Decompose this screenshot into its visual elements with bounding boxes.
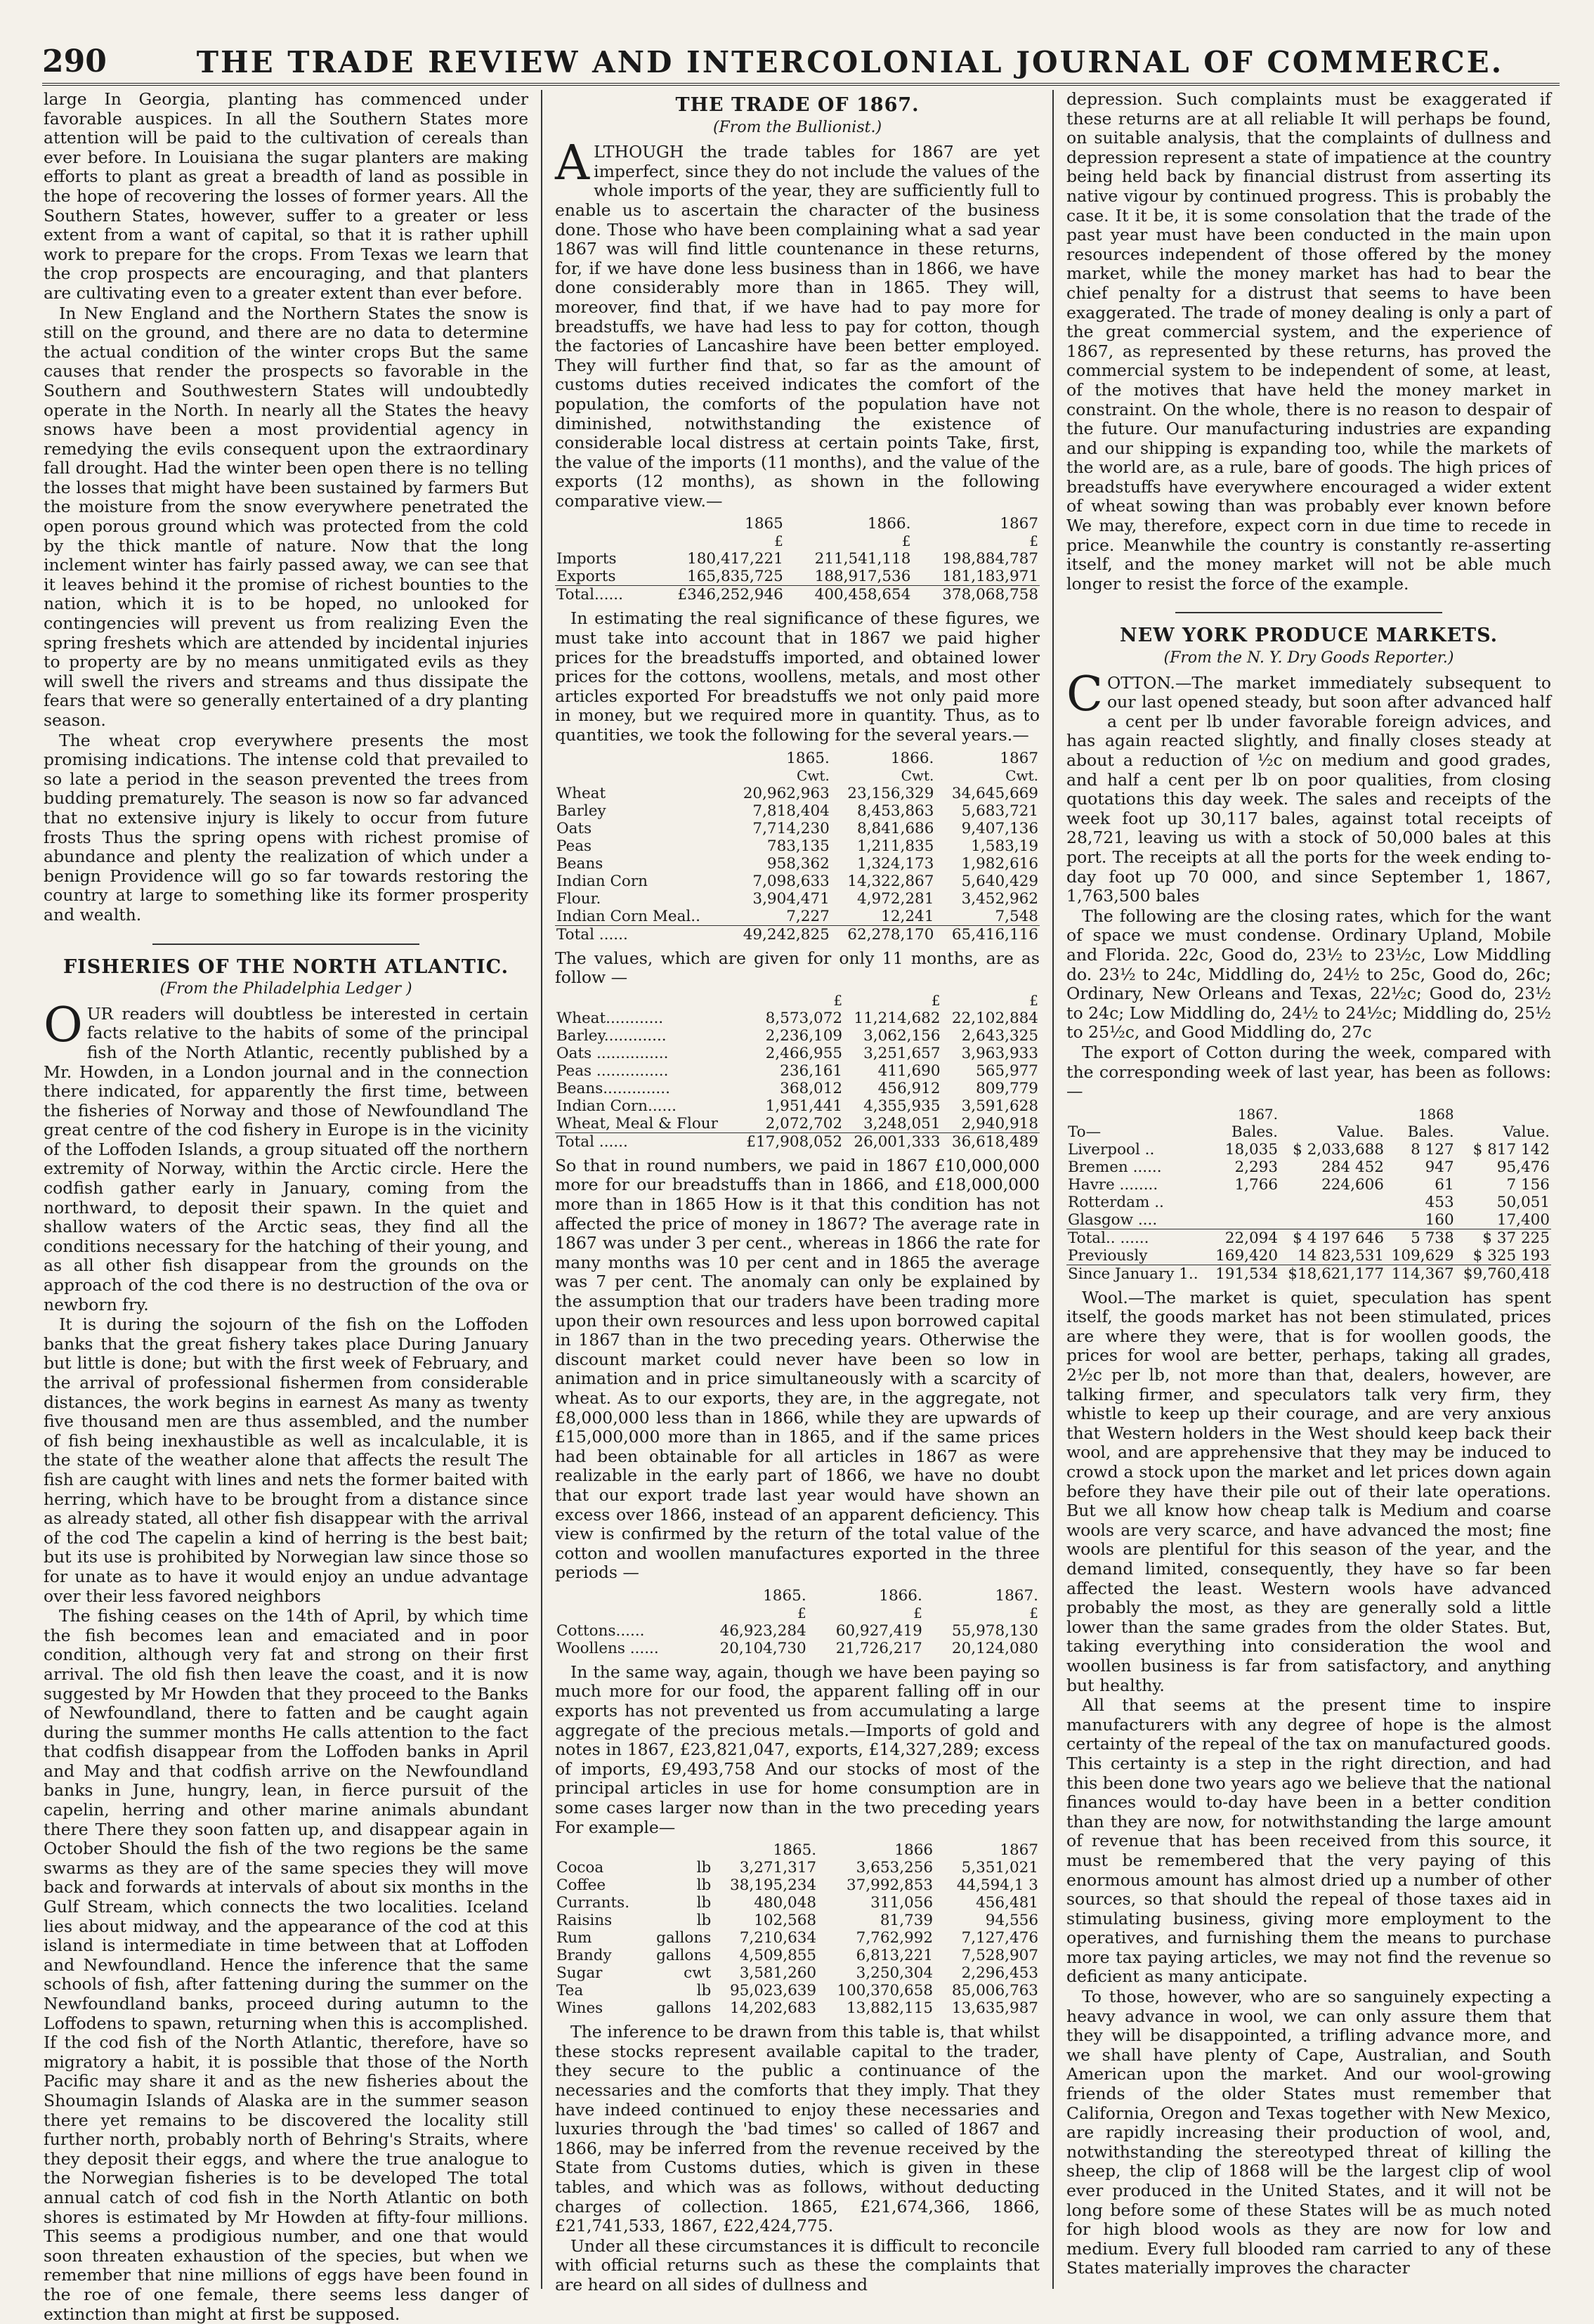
breadstuffs-quantity-table: 1865. 1866. 1867 Cwt. Cwt. Cwt. Wheat 20,962,963 23,156,329 34,645,669 Barley 7,818,404 8,453,863 5,683,721 Oats 7,714,230 8,841,686 9,407,136 Peas 783,135 1,211,835 1,583,19 Beans 958,362 1,324,173 1,982,616 Indian Corn 7,098,633 14,322,867 5,640,429 Flour. 3,904,471 4,972,281 3,452,962 Indian Corn Meal.. 7,227 12,241 7,548 Total ...... 49,242,825 62,278,170 65,416,116 — [556, 749, 1038, 944]
article-paragraph: The values, which are given for only 11 months, are as follow — — [555, 948, 1040, 988]
article-paragraph: Under all these circumstances it is difficult to reconcile with official returns such as these the complaints that are heard on all sides of dullness and — [555, 2235, 1040, 2294]
section-source: (From the Philadelphia Ledger ) — [159, 980, 412, 998]
stocks-table: 1865. 1866 1867 Cocoa lb 3,271,317 3,653,256 5,351,021 Coffee lb 38,195,234 37,992,853 44,594,1 3 Currants. lb 480,048 311,056 456,481 Raisins lb 102,568 81,739 94,556 Rum gallons 7,210,634 7,762,992 7,127,476 Brandy gallons 4,509,855 6,813,221 7,528,907 Sugar cwt 3,581,260 3,250,304 2,296,453 Tea lb 95,023,639 100,370,658 85,006,763 Wines gallons 14,202,683 13,882,115 13,635,987 — [556, 1841, 1038, 2018]
table-row: Oats ............... 2,466,955 3,251,657 3,963,933 — [556, 1044, 1038, 1062]
article-paragraph: In New England and the Northern States the snow is still on the ground, and there are no data to determine the actual condition of the winter crops But the same causes that render the prospects so favorable in the Southern and Southwestern States will undoubtedly operate in the North. In nearly all the States the heavy snows have been a most providential agency in remedying the evils consequent upon the extraordinary fall drought. Had the winter been open there is no telling the losses that might have been sustained by farmers But the moisture from the snow everywhere penetrated the open porous ground which was protected from the cold by the thick mantle of nature. Now that the long inclement winter has fairly passed away, we can see that it leaves behind it the promise of richest bounties to the nation, which it is to be hoped, no unlooked for contingencies will prevent us from realizing Even the spring freshets which are attended by incidental injuries to property are by no means unmitigated evils as they will swell the rivers and streams and thus dissipate the fears that were so generally entertained of a dry planting season. — [44, 303, 528, 730]
table-row: Rum gallons 7,210,634 7,762,992 7,127,476 — [556, 1929, 1038, 1947]
column-divider — [1052, 90, 1054, 2289]
table-row: Indian Corn...... 1,951,441 4,355,935 3,591,628 — [556, 1097, 1038, 1115]
section-rule — [1175, 612, 1442, 613]
section-source: (From the Bullionist.) — [712, 118, 882, 136]
table-row: Flour. 3,904,471 4,972,281 3,452,962 — [556, 889, 1038, 908]
article-paragraph: depression. Such complaints must be exaggerated if these returns are at all reliable It will perhaps be found, on suitable analysis, that the complaints of dullness and depression represent a state of impatience at the country being held back by financial distrust from asserting its native vigour by continued progress. This is probably the case. It it be, it is some consolation that the trade of the past year must have been conducted in the main upon resources independent of those offered by the money market, while the money market has had to bear the chief penalty for a distrust that seems to have been exaggerated. The trade of money dealing is only a part of the great commercial system, and the experience of 1867, as represented by these returns, has proved the commercial system to be independent of some, at least, of the motives that have held the money market in constraint. On the whole, there is no reason to despair of the future. Our manufacturing industries are expanding and our shipping is expanding too, while the markets of the world are, as a rule, bare of goods. The high prices of breadstuffs have everywhere encouraged a wider extent of wheat sowing than was probably ever known before We may, therefore, expect corn in due time to recede in price. Meanwhile the country is constantly re-asserting itself, and the money market will not be able much longer to resist the force of the example. — [1066, 89, 1551, 594]
cottons-woollens-table: 1865. 1866. 1867. £ £ £ Cottons...... 46,923,284 60,927,419 55,978,130 Woollens ...... 20,104,730 21,726,217 20,124,080 — [556, 1586, 1038, 1657]
column-divider — [541, 90, 542, 2289]
article-paragraph: The inference to be drawn from this table is, that whilst these stocks represent available capital to the trader, they secure to the public a continuance of the necessaries and the comforts that they imply. That they have indeed continued to enjoy these necessaries and luxuries through the 'bad times' so called of 1867 and 1866, may be inferred from the revenue received by the State from Customs duties, which is given in these tables, and which was as follows, without deducting charges of collection. 1865, £21,674,366, 1866, £21,741,533, 1867, £22,424,775. — [555, 2022, 1040, 2236]
journal-title: THE TRADE REVIEW AND INTERCOLONIAL JOURNAL OF COMMERCE. — [196, 45, 1504, 79]
table-row: Tea lb 95,023,639 100,370,658 85,006,763 — [556, 1982, 1038, 2000]
table-row: Peas 783,135 1,211,835 1,583,19 — [556, 837, 1038, 855]
article-paragraph: It is during the sojourn of the fish on the Loffoden banks that the great fishery takes place During January but little is done; but with the first week of February, and the arrival of professional fishermen from considerable distances, the work begins in earnest As many as twenty five thousand men are thus assembled, and the number of fish being inexhaustible as well as incalculable, it is the state of the weather alone that affects the result The fish are caught with lines and nets the former baited with herring, which have to be brought from a distance since as already stated, all other fish disappear with the arrival of the cod The capelin a kind of herring is the best bait; but its use is prohibited by Norwegian law since those so for unate as to have it would enjoy an undue advantage over their less favored neighbors — [44, 1314, 528, 1606]
table-row: Wines gallons 14,202,683 13,882,115 13,635,987 — [556, 1999, 1038, 2018]
table-row: Bremen ...... 2,293 284 452 947 95,476 — [1068, 1158, 1550, 1176]
article-paragraph: ALTHOUGH the trade tables for 1867 are yet imperfect, since they do not include the values of the whole imports of the year, they are sufficiently full to enable us to ascertain the character of the business done. Those who have been complaining what a sad year 1867 was will find little countenance in these returns, for, if we have done less business than in 1866, we have done considerably more than in 1865. They will, moreover, find that, if we have had to pay more for breadstuffs, we have had less to pay for cotton, though the factories of Lancashire have been better employed. They will further find that, so far as the amount of customs duties received indicates the comfort of the population, the comforts of the population have not diminished, notwithstanding the existence of considerable local distress at certain points Take, first, the value of the imports (11 months), and the value of the exports (12 months), as shown in the following comparative view.— — [555, 136, 1040, 511]
column-1 — [44, 89, 528, 2324]
table-row: Rotterdam .. 453 50,051 — [1068, 1193, 1550, 1211]
table-total-row: Total ...... 49,242,825 62,278,170 65,416,116 — [556, 925, 1038, 944]
table-row: Coffee lb 38,195,234 37,992,853 44,594,1 3 — [556, 1876, 1038, 1895]
article-paragraph: In the same way, again, though we have been paying so much more for our food, the apparent falling off in our exports has not prevented us from accumulating a large aggregate of the precious metals.—Imports of gold and notes in 1867, £23,821,047, exports, £14,327,289; excess of imports, £9,493,758 And our stocks of most of the principal articles in use for home consumption are in some cases larger now than in the two preceding years For example— — [555, 1662, 1040, 1837]
article-paragraph: All that seems at the present time to inspire manufacturers with any degree of hope is the almost certainty of the repeal of the tax on manufactured goods. This certainty is a step in the right direction, and had this been done two years ago we believe that the national finances would to-day have been in a better condition than they are now, for notwithstanding the large amount of revenue that has been received from this source, it must be remembered that the very paying of this enormous amount has almost dried up a number of other sources, so that should the repeal of those taxes aid in stimulating business, giving more employment to the operatives, and furnishing them the means to purchase more tax paying articles, we may not find the revenue so deficient as many anticipate. — [1066, 1695, 1551, 1987]
table-row: Barley 7,818,404 8,453,863 5,683,721 — [556, 802, 1038, 820]
article-paragraph: The wheat crop everywhere presents the most promising indications. The intense cold that prevailed to so late a period in the season prevented the trees from budding prematurely. The season is now so far advanced that no extensive injury is likely to occur from future frosts Thus the spring opens with richest promise of abundance and plenty the realization of which under a benign Providence will go so far towards restoring the country at large to something like its former prosperity and wealth. — [44, 730, 528, 925]
masthead — [42, 41, 1560, 86]
table-row: Exports 165,835,725 188,917,536 181,183,971 — [556, 568, 1038, 586]
table-row: Woollens ...... 20,104,730 21,726,217 20,124,080 — [556, 1639, 1038, 1657]
table-row: Beans 958,362 1,324,173 1,982,616 — [556, 854, 1038, 873]
article-paragraph: The export of Cotton during the week, compared with the corresponding week of last year, has been as follows:— — [1066, 1042, 1551, 1102]
article-paragraph: Wool.—The market is quiet, speculation has spent itself, the goods market has not been stimulated, prices are where they were, that is for woollen goods, the prices for wool are better, perhaps, taking all grades, 2½c per lb, not more than that, dealers, however, are talking firmer, and speculators talk very firm, they whistle to keep up their courage, and are very anxious that Western holders in the West should keep back their wool, and are apprehensive that they may be induced to crowd a stock upon the market and let prices down again before they have their pile out of their late operations. But we all know how cheap talk is Medium and coarse wools are very scarce, and have advanced the most; fine wools are plentiful for this season of the year, and the demand limited, consequently, they have so far been affected the least. Western wools have advanced probably the most, as they are generally sold a little lower than the same grades from the older States. But, taking everything into consideration the wool and woollen business is far from satisfactory, and anything but healthy. — [1066, 1287, 1551, 1695]
article-paragraph: So that in round numbers, we paid in 1867 £10,000,000 more for our breadstuffs than in 1866, and £18,000,000 more than in 1865 How is it that this condition has not affected the price of money in 1867? The average rate in 1867 was under 3 per cent., whereas in 1866 the rate for many months was 10 per cent and in 1865 the average was 7 per cent. The anomaly can only be explained by the assumption that our traders have been trading more upon their own resources and less upon borrowed capital in 1867 than in the two preceding years. Otherwise the discount market could never have been so low in animation and in price simultaneously with a scarcity of wheat. As to our exports, they are, in the aggregate, not £8,000,000 less than in 1866, while they are upwards of £15,000,000 more than in 1865, and if the same prices had been obtainable for all articles in 1867 as were realizable in the early part of 1866, we have no doubt that our export trade last year would have shown an excess over 1866, instead of an apparent deficiency. This view is confirmed by the return of the total value of the cotton and woollen manufactures exported in the three periods — — [555, 1155, 1040, 1583]
table-total-row: Since January 1.. 191,534 $18,621,177 114,367 $9,760,418 — [1068, 1265, 1550, 1283]
table-row: Glasgow .... 160 17,400 — [1068, 1210, 1550, 1229]
table-row: Beans.............. 368,012 456,912 809,779 — [556, 1079, 1038, 1097]
column-3 — [1066, 90, 1551, 2289]
article-paragraph: large In Georgia, planting has commenced under favorable auspices. In all the Southern States more attention will be paid to the cultivation of cereals than ever before. In Louisiana the sugar planters are making efforts to plant as great a breadth of land as possible in the hope of recovering the losses of former years. All the Southern States, however, suffer to a greater or less extent from a want of capital, so that it is rather uphill work to prepare for the crops. From Texas we learn that the crop prospects are encouraging, and that planters are cultivating even to a greater extent than ever before. — [44, 89, 528, 303]
imports-exports-table: 1865 1866. 1867 £ £ £ Imports 180,417,221 211,541,118 198,884,787 Exports 165,835,725 188,917,536 181,183,971 Total...... £346,252,946 400,458,654 378,068,758 — [556, 515, 1038, 604]
breadstuffs-value-table: £ £ £ Wheat............ 8,573,072 11,214,682 22,102,884 Barley............. 2,236,109 3,062,156 2,643,325 Oats ............... 2,466,955 3,251,657 3,963,933 Peas ............... 236,161 411,690 565,977 Beans.............. 368,012 456,912 809,779 Indian Corn...... 1,951,441 4,355,935 3,591,628 Wheat, Meal & Flour 2,072,702 3,248,051 2,940,918 Total ...... £17,908,052 26,001,333 36,618,489 — [556, 991, 1038, 1151]
table-total-row: Total...... £346,252,946 400,458,654 378,068,758 — [556, 586, 1038, 604]
article-paragraph: To those, however, who are so sanguinely expecting a heavy advance in wool, we can only assure them that they will be disappointed, a trifling advance more, and we shall have plenty of Cape, Australian, and South American upon the market. And our wool-growing friends of the older States must remember that California, Oregon and Texas together with New Mexico, are rapidly increasing their production of wool, and, notwithstanding the stereotyped threat of killing the sheep, the clip of 1868 will be the largest clip of wool ever produced in the United States, and it will not be long before some of these States will be as much noted for high blood wools as they are now for low and medium. Every full blooded ram carried to any of these States materially improves the character — [1066, 1987, 1551, 2278]
cotton-export-table: 1867. 1868 To— Bales. Value. Bales. Value. Liverpool .. 18,035 $ 2,033,688 8 127 $ 817 142 Bremen ...... 2,293 284 452 947 95,476 Havre ........ 1,766 224,606 61 7 156 Rotterdam .. 453 50,051 Glasgow .... 160 17,400 Total.. ...... 22,094 $ 4 197 646 5 738 $ 37 225 Previously 169,420 14 823,531 109,629 $ 325 193 Since January 1.. 191,534 $18,621,177 114,367 $9,760,418 — [1068, 1105, 1550, 1283]
table-row: Raisins lb 102,568 81,739 94,556 — [556, 1912, 1038, 1930]
drop-cap: A — [555, 136, 590, 192]
article-paragraph: OUR readers will doubtless be interested in certain facts relative to the habits of some of the principal fish of the North Atlantic, recently published by a Mr. Howden, in a London journal and in the connection there indicated, for apparently the first time, between the fisheries of Norway and those of Newfoundland The great centre of the cod fishery in Europe is in the vicinity of the Loffoden Islands, a group situated off the northern extremity of Norway, within the Arctic circle. Here the codfish gather early in January, coming from the northward, to deposit their spawn. In the quiet and shallow waters of the Arctic seas, they find all the conditions necessary for the hatching of their young, and as all other fish disappear from the grounds on the approach of the cod there is no destruction of the ova or newborn fry. — [44, 997, 528, 1314]
table-row: Oats 7,714,230 8,841,686 9,407,136 — [556, 819, 1038, 837]
table-row: Imports 180,417,221 211,541,118 198,884,787 — [556, 550, 1038, 568]
table-total-row: Total.. ...... 22,094 $ 4 197 646 5 738 $ 37 225 — [1068, 1229, 1550, 1247]
article-paragraph: The following are the closing rates, which for the want of space we must condense. Ordinary Upland, Mobile and Florida. 22c, Good do, 23½ to 23½c, Low Middling do. 23½ to 24c, Middling do, 24½ to 25c, Good do, 26c; Ordinary, New Orleans and Texas, 22½c; Good do, 23½ to 24c; Low Middling do, 24½ to 24½c; Middling do, 25½ to 25½c, and Good Middling do, 27c — [1066, 906, 1551, 1043]
column-2 — [555, 90, 1040, 2294]
page-number: 290 — [42, 44, 107, 79]
article-paragraph: COTTON.—The market immediately subsequent to our last opened steady, but soon after advanced half a cent per lb under favorable foreign advices, and has again reacted slightly, and finally closes steady at about a reduction of ½c on medium and good grades, and half a cent per lb on poor qualities, from closing quotations this day week. The sales and receipts of the week foot up 30,117 bales, against total receipts of 28,721, leaving us with a stock of 50,000 bales at this port. The receipts at all the ports for the week ending to-day foot up 70 000, and since September 1, 1867, 1,763,500 bales — [1066, 666, 1551, 906]
table-row: Barley............. 2,236,109 3,062,156 2,643,325 — [556, 1026, 1038, 1045]
table-row: Cottons...... 46,923,284 60,927,419 55,978,130 — [556, 1621, 1038, 1640]
article-paragraph: The fishing ceases on the 14th of April, by which time the fish becomes lean and emaciated and in poor condition, although very fat and strong on their first arrival. The old fish then leave the coast, and it is now suggested by Mr Howden that they proceed to the Banks of Newfoundland, there to fatten and be caught again during the summer months He calls attention to the fact that codfish disappear from the Loffoden banks in April and May and that codfish arrive on the Newfoundland banks in June, hungry, lean, in fierce pursuit of the capelin, herring and other marine animals abundant there There they soon fatten up, and disappear again in October Should the fish of the two regions be the same swarms as they are of the same species they will move back and forwards at intervals of about six months in the Gulf Stream, which connects the two localities. Iceland lies about midway, and the appearance of the cod at this island is intermediate in time between that at Loffoden and Newfoundland. Hence the inference that the same schools of fish, after fattening during the summer on the Newfoundland banks, proceed during autumn to the Loffodens to spawn, returning when this is accomplished. If the cod fish of the North Atlantic, therefore, have so migratory a habit, it is possible that those of the North Pacific may share it and as the new fisheries about the Shoumagin Islands of Alaska are in the summer season there yet remains to be discovered the locality still further north, probably north of Behring's Straits, where they deposit their eggs, and where the true analogue to the Norwegian fisheries is to be developed The total annual catch of cod fish in the North Atlantic on both shores is estimated by Mr Howden at fifty-four millions. This seems a prodigious number, and one that would soon threaten exhaustion of the species, but when we remember that nine millions of eggs have been found in the roe of one female, there seems less danger of extinction than might at first be supposed. — [44, 1606, 528, 2324]
section-source: (From the N. Y. Dry Goods Reporter.) — [1163, 649, 1454, 667]
table-row: Wheat 20,962,963 23,156,329 34,645,669 — [556, 784, 1038, 802]
table-row: Previously 169,420 14 823,531 109,629 $ 325 193 — [1068, 1246, 1550, 1265]
article-paragraph: In estimating the real significance of these figures, we must take into account that in 1867 we paid higher prices for the breadstuffs imported, and obtained lower prices for the cottons, woollens, metals, and most other articles exported For breadstuffs we not only paid more in money, but we required more in quantity. Thus, as to quantities, we took the following for the several years.— — [555, 608, 1040, 745]
table-row: Cocoa lb 3,271,317 3,653,256 5,351,021 — [556, 1859, 1038, 1877]
table-row: Indian Corn 7,098,633 14,322,867 5,640,429 — [556, 872, 1038, 890]
table-row: Havre ........ 1,766 224,606 61 7 156 — [1068, 1175, 1550, 1194]
table-row: Liverpool .. 18,035 $ 2,033,688 8 127 $ 817 142 — [1068, 1140, 1550, 1158]
section-title-new-york-markets: NEW YORK PRODUCE MARKETS. — [1119, 625, 1498, 647]
table-row: Currants. lb 480,048 311,056 456,481 — [556, 1894, 1038, 1912]
drop-cap: O — [44, 997, 83, 1053]
table-total-row: Total ...... £17,908,052 26,001,333 36,618,489 — [556, 1132, 1038, 1151]
table-row: Wheat, Meal & Flour 2,072,702 3,248,051 2,940,918 — [556, 1114, 1038, 1132]
table-row: Brandy gallons 4,509,855 6,813,221 7,528,907 — [556, 1947, 1038, 1965]
section-title-fisheries: FISHERIES OF THE NORTH ATLANTIC. — [63, 955, 509, 978]
table-row: Peas ............... 236,161 411,690 565,977 — [556, 1062, 1038, 1080]
table-row: Indian Corn Meal.. 7,227 12,241 7,548 — [556, 907, 1038, 925]
section-rule — [152, 944, 419, 945]
table-row: Wheat............ 8,573,072 11,214,682 22,102,884 — [556, 1009, 1038, 1027]
section-title-trade: THE TRADE OF 1867. — [675, 94, 920, 116]
drop-cap: C — [1066, 666, 1104, 722]
table-row: Sugar cwt 3,581,260 3,250,304 2,296,453 — [556, 1964, 1038, 1983]
